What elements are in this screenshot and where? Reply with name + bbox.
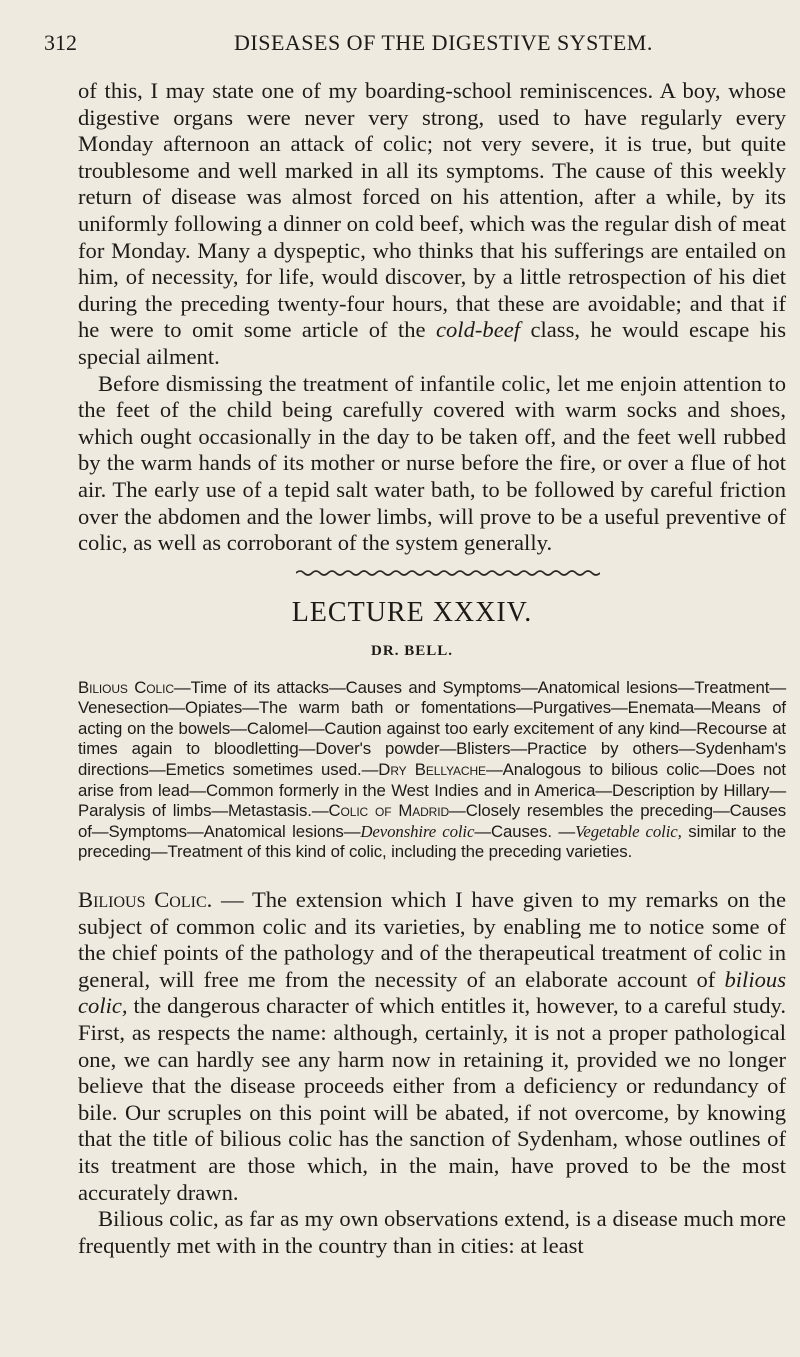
lecture-synopsis [78,678,786,863]
paragraph-text: — The extension which I have given to my remarks on the subject of common colic and its varieties, by enabling me to notice some of the chief points of the pathology and of the therapeutical treatment of colic in general, will free me from the necessity of an elaborate account of [78,887,787,992]
paragraph-bilious-colic [78,887,786,1206]
page-content [78,78,786,1259]
paragraph-boarding-school [78,78,786,371]
lecture-title: LECTURE XXXIV. [291,596,533,628]
lecture-body [78,887,786,1259]
running-head: DISEASES OF THE DIGESTIVE SYSTEM. [234,30,653,55]
synopsis-text: —Time of its attacks—Causes and Symptoms—Anatomical lesions—Treatment—Venesection—Opiates—The warm bath or fomentations—Purgatives—Enemata—Means of acting on the bowels—Calomel—Caution against too early excitement of any kind—Recourse at times again to bloodletting—Dover's powder—Blisters—Practice by others—Sydenham's directions—Emetics sometimes used.— [78,677,786,780]
paragraph-infantile-colic: Before dismissing the treatment of infantile colic, let me enjoin attention to the feet of the child being carefully covered with warm socks and shoes, which ought occasionally in the day to be taken off, and the feet well rubbed by the warm hands of its mother or nurse before the fire, or over a flue of hot air. The early use of a tepid salt water bath, to be followed by careful friction over the abdomen and the lower limbs, will prove to be a useful preventive of colic, as well as corroborant of the system generally. [78,370,786,556]
emphasis-text: cold-beef [435,317,521,343]
paragraph-country-cities: Bilious colic, as far as my own observations extend, is a disease much more frequently met with in the country than in cities: at least [78,1206,786,1258]
lecturer-name: DR. BELL. [371,642,453,659]
paragraph-text: of this, I may state one of my boarding-school reminiscences. A boy, whose digestive organs were never very strong, used to have regularly every Monday afternoon an attack of colic; not very severe, it is true, but quite troublesome and well marked in all its symptoms. The cause of this weekly return of disease was almost forced on his attention, after a while, by its uniformly following a dinner on cold beef, which was the regular dish of meat for Monday. Many a dyspeptic, who thinks that his sufferings are entailed on him, of necessity, for life, would discover, by a little retrospection of his diet during the preceding twenty-four hours, that these are avoidable; and that if he were to omit some article of the [78,78,786,343]
synopsis-emphasis: Devonshire colic [360,821,475,841]
synopsis-text: —Causes. — [474,821,576,841]
synopsis-text: —Closely resembles the preceding—Causes of—Symptoms—Anatomical lesions— [78,801,786,841]
paragraph-text: class, he would escape his special ailment. [78,317,786,369]
page-header [44,18,760,54]
synopsis-heading: Bilious Colic [78,677,174,697]
synopsis-emphasis: Vegetable colic, [575,821,682,841]
paragraph-text: the dangerous character of which entitles it, however, to a careful study. First, as respects the name: although, certainly, it is not a proper pathological one, we can hardly see any harm now in retaining it, provided we no longer believe that the disease proceeds either from a deficiency or redundancy of bile. Our scruples on this point will be abated, if not overcome, by knowing that the title of bilious colic has the sanction of Sydenham, whose outlines of its treatment are those which, in the main, have proved to be the most accurately drawn. [78,993,786,1205]
page-number: 312 [44,30,77,55]
emphasis-text: bilious colic, [78,966,786,1019]
synopsis-heading: Colic of Madrid [328,801,450,821]
wavy-rule-divider [296,567,600,579]
synopsis-text: —Analogous to bilious colic—Does not arise from lead—Common formerly in the West Indies and in America—Description by Hillary—Paralysis of limbs—Metastasis.— [78,760,786,821]
section-heading: Bilious Colic. [78,887,213,913]
synopsis-text: similar to the preceding—Treatment of this kind of colic, including the preceding varieties. [78,821,786,862]
synopsis-heading: Dry Bellyache [378,760,486,780]
